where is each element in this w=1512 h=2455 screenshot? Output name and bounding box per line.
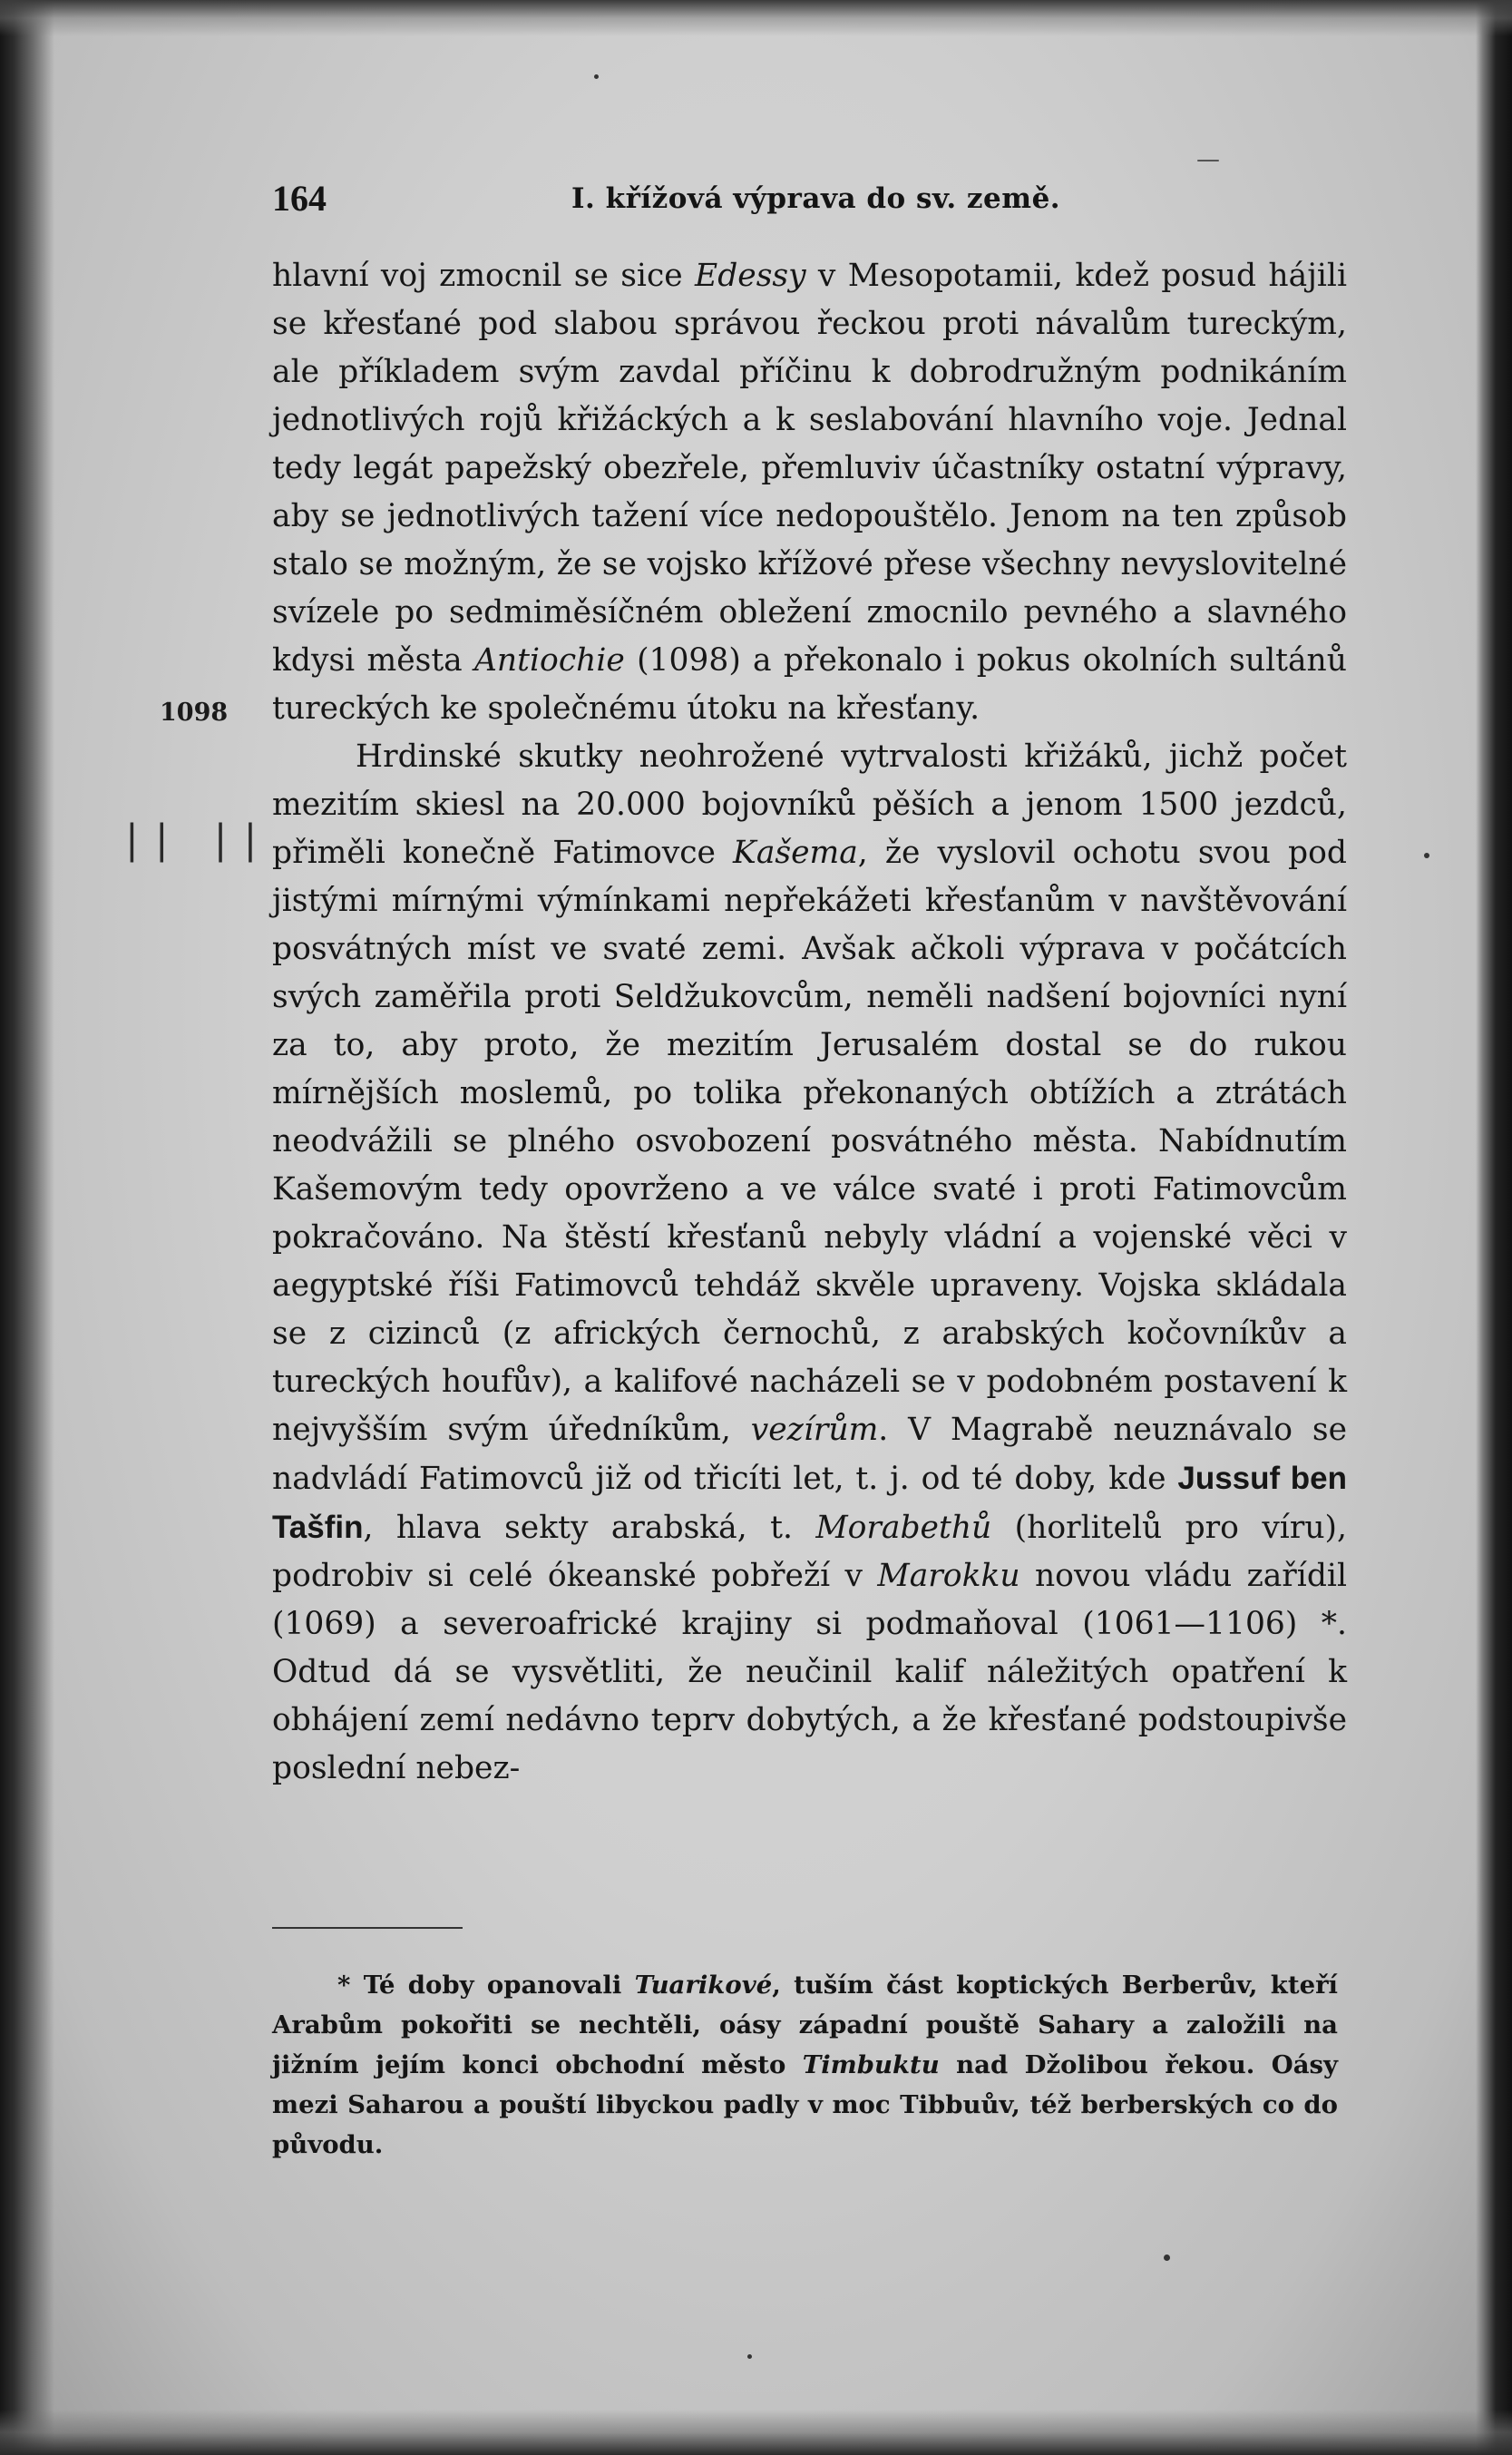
italic-term-vezirum: vezírům xyxy=(750,1412,879,1448)
italic-name-kasema: Kašema xyxy=(733,835,858,871)
bold-name-jussuf: Jussuf ben Tašfin xyxy=(272,1461,1347,1545)
text-run: hlavní voj zmocnil se sice xyxy=(272,258,696,294)
scan-speck xyxy=(594,74,599,79)
scan-shadow-bottom xyxy=(0,2410,1512,2455)
page-header xyxy=(272,177,1351,231)
italic-place-timbuktu: Timbuktu xyxy=(802,2050,940,2079)
footnote xyxy=(272,1965,1338,2165)
text-run: , hlava sekty arabská, t. xyxy=(363,1510,816,1546)
italic-place-antiochie: Antiochie xyxy=(474,642,625,679)
body-text xyxy=(272,252,1347,1793)
italic-name-tuarikove: Tuarikové xyxy=(634,1971,773,2000)
italic-place-edessy: Edessy xyxy=(695,258,806,294)
text-run: novou vládu zařídil (1069) a severoafrické krajiny si podmaňoval (1061—1106) *. Odtud dá se vysvětliti, že neučinil kalif náležitých opatření k obhájení zemí nedávno teprv dobytých, a že křesťané podstoupivše poslední nebez- xyxy=(272,1558,1347,1786)
paragraph-2 xyxy=(272,733,1347,1793)
scan-shadow-right xyxy=(1476,0,1512,2455)
text-run: * Té doby opanovali xyxy=(337,1971,635,2000)
footnote-rule xyxy=(272,1927,463,1929)
scan-shadow-left xyxy=(0,0,54,2455)
running-title: I. křížová výprava do sv. země. xyxy=(571,182,1061,215)
text-run: (horlitelů pro víru), podrobiv si celé ókeanské pobřeží v xyxy=(272,1510,1347,1594)
text-run: Hrdinské skutky neohrožené vytrvalosti křižáků, jichž počet mezitím skiesl na 20.000 bojovníků pěších a jenom 1500 jezdců, přiměli konečně Fatimovce xyxy=(272,738,1347,871)
text-run: . V Magrabě neuznávalo se nadvládí Fatimovců již od třicíti let, t. j. od té doby, kde xyxy=(272,1412,1347,1497)
text-run: (1098) a překonalo i pokus okolních sultánů tureckých ke společnému útoku na křesťany. xyxy=(272,642,1347,727)
scan-speck xyxy=(1424,853,1429,858)
scan-shadow-top xyxy=(0,0,1512,36)
margin-year-note: 1098 xyxy=(160,699,229,727)
italic-term-morabethu: Morabethů xyxy=(815,1510,992,1546)
text-run: v Mesopotamii, kdež posud hájili se křesťané pod slabou správou řeckou proti návalům tureckým, ale příkladem svým zavdal příčinu k dobrodružným podnikáním jednotlivých rojů křižáckých a k seslabování hlavního voje. Jednal tedy legát papežský obezřele, přemluviv účastníky ostatní výpravy, aby se jednotlivých tažení více nedopouštělo. Jenom na ten způsob stalo se možným, že se vojsko křížové přese všechny nevyslovitelné svízele po sedmiměsíčném obležení zmocnilo pevného a slavného kdysi města xyxy=(272,258,1347,679)
page-number: 164 xyxy=(272,178,327,219)
italic-place-marokku: Marokku xyxy=(877,1558,1020,1594)
scan-speck xyxy=(747,2354,752,2359)
footnote-paragraph xyxy=(272,1965,1338,2165)
paragraph-1 xyxy=(272,252,1347,733)
margin-pencil-marks: || || xyxy=(125,817,274,863)
scan-speck xyxy=(1197,160,1219,161)
text-run: , že vyslovil ochotu svou pod jistými mírnými výmínkami nepřekážeti křesťanům v navštěvování posvátných míst ve svaté zemi. Avšak ačkoli výprava v počátcích svých zaměřila proti Seldžukovcům, neměli nadšení bojovníci nyní za to, aby proto, že mezitím Jerusalém dostal se do rukou mírnějších moslemů, po tolika překonaných obtížích a ztrátách neodvážili se plného osvobození posvátného města. Nabídnutím Kašemovým tedy opovrženo a ve válce svaté i proti Fatimovcům pokračováno. Na štěstí křesťanů nebyly vládní a vojenské věci v aegyptské říši Fatimovců tehdáž skvěle upraveny. Vojska skládala se z cizinců (z afrických černochů, z arabských kočovníkův a tureckých houfův), a kalifové nacházeli se v podobném postavení k nejvyšším svým úředníkům, xyxy=(272,835,1347,1448)
scan-speck xyxy=(1164,2254,1170,2261)
text-run: nad Džolibou řekou. Oásy mezi Saharou a pouští libyckou padly v moc Tibbuův, též berberských co do původu. xyxy=(272,2050,1338,2159)
text-run: , tuším část koptických Berberův, kteří Arabům pokořiti se nechtěli, oásy západní pouště Sahary a založili na jižním jejím konci obchodní město xyxy=(272,1971,1338,2079)
